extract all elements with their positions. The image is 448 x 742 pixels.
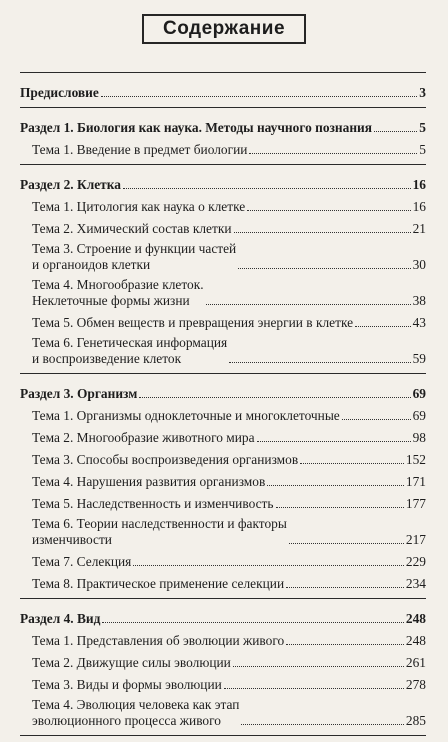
dot-leader: [300, 463, 404, 464]
dot-leader: [139, 397, 410, 398]
page-number: 278: [405, 677, 426, 692]
entry-title-line: Тема 3. Виды и формы эволюции: [32, 677, 222, 692]
topic-entry[interactable]: [20, 693, 426, 729]
section-divider: [20, 598, 426, 599]
page-number: 69: [412, 408, 426, 423]
page-number: 248: [405, 633, 426, 648]
page-number: 261: [405, 655, 426, 670]
page-title: Содержание: [162, 18, 286, 39]
entry-title: [20, 430, 255, 446]
page-number: 16: [412, 177, 426, 192]
entry-title: [20, 697, 239, 729]
page-number: 229: [405, 554, 426, 569]
entry-title-line: и органоидов клетки: [32, 257, 151, 272]
dot-leader: [276, 507, 404, 508]
entry-title: [20, 554, 131, 570]
entry-title-line: Тема 4. Многообразие клеток.: [32, 277, 204, 292]
page-number: 152: [405, 452, 426, 467]
entry-title-line: Неклеточные формы жизни: [32, 293, 190, 308]
entry-title-line: Раздел 4. Вид: [20, 611, 101, 626]
entry-title-line: Тема 1. Введение в предмет биологии: [32, 142, 248, 157]
topic-entry[interactable]: [20, 309, 426, 331]
page-number: 43: [412, 315, 426, 330]
page-number: 171: [405, 474, 426, 489]
entry-title: [20, 315, 353, 331]
entry-title-line: Тема 6. Генетическая информация: [32, 335, 228, 350]
dot-leader: [286, 644, 404, 645]
entry-title-line: Тема 2. Многообразие животного мира: [32, 430, 255, 445]
dot-leader: [247, 210, 410, 211]
topic-entry[interactable]: [20, 548, 426, 570]
section-heading[interactable]: [20, 380, 426, 402]
entry-title-line: и воспроизведение клеток: [32, 351, 182, 366]
dot-leader: [286, 587, 404, 588]
dot-leader: [206, 304, 411, 305]
dot-leader: [267, 485, 404, 486]
entry-title-line: Тема 1. Цитология как наука о клетке: [32, 199, 246, 214]
page-number: 248: [405, 611, 426, 626]
entry-title-line: Раздел 2. Клетка: [20, 177, 121, 192]
page-number: 217: [405, 532, 426, 547]
entry-title-line: Тема 4. Эволюция человека как этап: [32, 697, 240, 712]
page-number: 30: [412, 257, 426, 272]
dot-leader: [133, 565, 404, 566]
topic-entry[interactable]: [20, 468, 426, 490]
dot-leader: [101, 96, 417, 97]
entry-title: [20, 576, 284, 592]
page-number: 21: [412, 221, 426, 236]
dot-leader: [257, 441, 411, 442]
dot-leader: [374, 131, 417, 132]
dot-leader: [224, 688, 404, 689]
entry-title: [20, 221, 232, 237]
dot-leader: [289, 543, 404, 544]
table-of-contents: [20, 72, 426, 742]
title-box: [142, 14, 306, 44]
entry-title: [20, 386, 137, 402]
entry-title-line: Тема 6. Теории наследственности и факторы: [32, 516, 287, 531]
entry-title-line: Тема 5. Обмен веществ и превращения энергии в клетке: [32, 315, 354, 330]
entry-title: [20, 677, 222, 693]
section-divider: [20, 735, 426, 736]
dot-leader: [233, 666, 404, 667]
dot-leader: [355, 326, 411, 327]
topic-entry[interactable]: [20, 193, 426, 215]
entry-title-line: Тема 8. Практическое применение селекции: [32, 576, 285, 591]
entry-title-line: Тема 1. Представления об эволюции живого: [32, 633, 285, 648]
topic-entry[interactable]: [20, 671, 426, 693]
topic-entry[interactable]: [20, 331, 426, 367]
page-number: 69: [412, 386, 426, 401]
topic-entry[interactable]: [20, 446, 426, 468]
dot-leader: [102, 622, 404, 623]
dot-leader: [241, 724, 403, 725]
page-number: 5: [419, 142, 426, 157]
entry-title-line: Тема 3. Способы воспроизведения организмов: [32, 452, 299, 467]
page-number: 234: [405, 576, 426, 591]
section-divider: [20, 72, 426, 73]
entry-title-line: изменчивости: [32, 532, 112, 547]
section-divider: [20, 373, 426, 374]
entry-title: [20, 452, 298, 468]
entry-title: [20, 177, 121, 193]
entry-title-line: Тема 2. Химический состав клетки: [32, 221, 232, 236]
entry-title: [20, 408, 340, 424]
entry-title: [20, 655, 231, 671]
entry-title: [20, 85, 99, 101]
entry-title-line: Тема 3. Строение и функции частей: [32, 241, 237, 256]
topic-entry[interactable]: [20, 136, 426, 158]
entry-title: [20, 611, 100, 627]
topic-entry[interactable]: [20, 512, 426, 548]
topic-entry[interactable]: [20, 273, 426, 309]
entry-title-line: Тема 4. Нарушения развития организмов: [32, 474, 266, 489]
page-number: 285: [405, 713, 426, 728]
entry-title-line: Тема 7. Селекция: [32, 554, 132, 569]
entry-title-line: Предисловие: [20, 85, 99, 100]
page-number: 59: [412, 351, 426, 366]
entry-title: [20, 474, 265, 490]
entry-title: [20, 241, 236, 273]
section-heading[interactable]: [20, 114, 426, 136]
entry-title: [20, 335, 227, 367]
page-number: 177: [405, 496, 426, 511]
section-heading[interactable]: [20, 79, 426, 101]
page-number: 3: [419, 85, 426, 100]
page-number: 16: [412, 199, 426, 214]
section-heading[interactable]: [20, 171, 426, 193]
dot-leader: [234, 232, 411, 233]
section-heading[interactable]: [20, 605, 426, 627]
topic-entry[interactable]: [20, 490, 426, 512]
dot-leader: [238, 268, 410, 269]
topic-entry[interactable]: [20, 627, 426, 649]
entry-title: [20, 277, 204, 309]
dot-leader: [123, 188, 411, 189]
topic-entry[interactable]: [20, 649, 426, 671]
topic-entry[interactable]: [20, 402, 426, 424]
section-divider: [20, 107, 426, 108]
topic-entry[interactable]: [20, 237, 426, 273]
entry-title: [20, 120, 372, 136]
dot-leader: [249, 153, 417, 154]
entry-title: [20, 496, 274, 512]
entry-title: [20, 199, 245, 215]
entry-title: [20, 516, 287, 548]
topic-entry[interactable]: [20, 215, 426, 237]
topic-entry[interactable]: [20, 570, 426, 592]
page-number: 5: [419, 120, 426, 135]
entry-title-line: Тема 5. Наследственность и изменчивость: [32, 496, 274, 511]
page-number: 38: [412, 293, 426, 308]
page-number: 98: [412, 430, 426, 445]
entry-title-line: Раздел 3. Организм: [20, 386, 138, 401]
dot-leader: [342, 419, 411, 420]
section-divider: [20, 164, 426, 165]
entry-title-line: Тема 2. Движущие силы эволюции: [32, 655, 231, 670]
entry-title-line: Раздел 1. Биология как наука. Методы научного познания: [20, 120, 373, 135]
entry-title: [20, 633, 284, 649]
entry-title-line: Тема 1. Организмы одноклеточные и многоклеточные: [32, 408, 340, 423]
entry-title: [20, 142, 247, 158]
entry-title-line: эволюционного процесса живого: [32, 713, 221, 728]
dot-leader: [229, 362, 410, 363]
topic-entry[interactable]: [20, 424, 426, 446]
